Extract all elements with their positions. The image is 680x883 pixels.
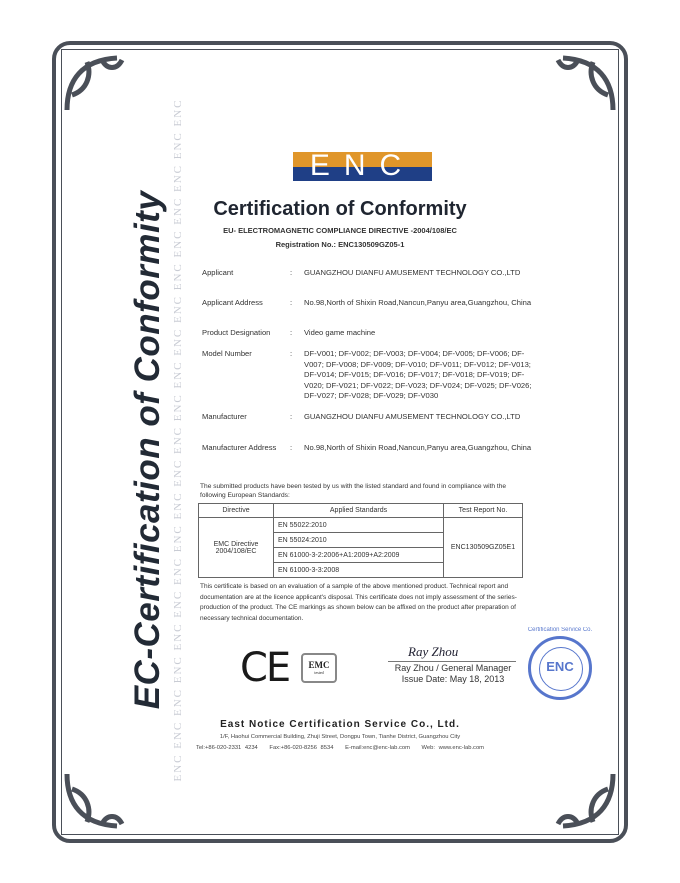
signer-name: Ray Zhou / General Manager <box>394 663 512 673</box>
page-title: Certification of Conformity <box>213 198 467 220</box>
colon: : <box>290 328 293 337</box>
field-label: Model Number <box>202 349 252 358</box>
logo-text: ENC <box>309 152 416 181</box>
signature-line <box>388 661 516 662</box>
header-test-report: Test Report No. <box>444 504 523 518</box>
field-label: Applicant Address <box>202 298 263 307</box>
field-label: Applicant <box>202 268 234 277</box>
standard-cell: EN 55024:2010 <box>274 533 444 548</box>
directive-subtitle: EU- ELECTROMAGNETIC COMPLIANCE DIRECTIVE -2004/108/EC <box>223 226 457 235</box>
corner-ornament-icon <box>548 764 618 834</box>
standards-table <box>198 503 523 578</box>
ce-mark: CE <box>240 645 290 691</box>
emc-sublabel: tested <box>314 670 324 675</box>
vertical-title: EC-Certification of Conformity <box>128 190 167 710</box>
stamp-ring-text: Certification Service Co. <box>527 627 593 633</box>
stamp-center-text: ENC <box>546 659 574 674</box>
tel: Tel:+86-020-2331 4234 <box>195 745 258 751</box>
disclaimer-note: This certificate is based on an evaluation of a sample of the above mentioned product. Technical report and documentation are at the licence applicant's disposal. This certificate does not imply assessment of the series-production of the product. The CE markings as shown below can be affixed on the product after preparation of necessary technical documentation. <box>200 583 517 622</box>
signer-block <box>383 663 523 685</box>
corner-ornament-icon <box>548 50 618 120</box>
signature: Ray Zhou <box>408 644 459 659</box>
header-applied-standards: Applied Standards <box>274 504 444 518</box>
registration-number: Registration No.: ENC130509GZ05-1 <box>275 240 405 249</box>
colon: : <box>290 412 293 421</box>
web-link[interactable]: Web: www.enc-lab.com <box>421 745 485 751</box>
field-value: No.98,North of Shixin Road,Nancun,Panyu area,Guangzhou, China <box>304 443 532 452</box>
issuer-address: 1/F, Haohui Commercial Building, Zhuji Street, Dongpu Town, Tianhe District, Guangzhou City <box>219 734 461 740</box>
issuer-company: East Notice Certification Service Co., Ltd. <box>220 719 460 730</box>
directive-cell: EMC Directive 2004/108/EC <box>199 518 274 578</box>
colon: : <box>290 443 293 452</box>
company-stamp <box>527 627 593 700</box>
intro-text: The submitted products have been tested by us with the listed standard and found in compliance with the following European Standards: <box>200 483 507 499</box>
field-value: GUANGZHOU DIANFU AMUSEMENT TECHNOLOGY CO.,LTD <box>304 412 521 421</box>
field-value: Video game machine <box>304 328 376 337</box>
table-header-row <box>199 504 523 518</box>
field-label: Manufacturer Address <box>202 443 277 452</box>
standard-cell: EN 55022:2010 <box>274 518 444 533</box>
issue-date: Issue Date: May 18, 2013 <box>401 674 505 684</box>
enc-logo <box>293 152 432 181</box>
field-value: No.98,North of Shixin Road,Nancun,Panyu area,Guangzhou, China <box>304 298 532 307</box>
report-number-cell: ENC130509GZ05E1 <box>444 518 523 578</box>
watermark: ENC ENC ENC ENC ENC ENC ENC ENC ENC ENC ENC ENC ENC ENC ENC ENC ENC ENC ENC ENC ENC <box>172 98 184 782</box>
field-value: DF-V001; DF-V002; DF-V003; DF-V004; DF-V005; DF-V006; DF-V007; DF-V008; DF-V009; DF-V010; DF-V011; DF-V012; DF-V013; DF-V014; DF-V015; DF-V016; DF-V017; DF-V018; DF-V019; DF-V020; DF-V021; DF-V022; DF-V023; DF-V024; DF-V025; DF-V026; DF-V027; DF-V028; DF-V029; DF-V030 <box>304 349 532 400</box>
emc-mark <box>301 653 337 683</box>
email-link[interactable]: E-mail:enc@enc-lab.com <box>345 745 410 751</box>
emc-label: EMC <box>308 660 330 670</box>
corner-ornament-icon <box>62 50 132 120</box>
colon: : <box>290 268 293 277</box>
field-value: GUANGZHOU DIANFU AMUSEMENT TECHNOLOGY CO.,LTD <box>304 268 521 277</box>
fax: Fax:+86-020-8256 8534 <box>269 745 334 751</box>
field-label: Manufacturer <box>202 412 247 421</box>
header-directive: Directive <box>199 504 274 518</box>
issuer-contact <box>0 745 680 751</box>
standard-cell: EN 61000-3-3:2008 <box>274 563 444 578</box>
table-row <box>199 518 523 533</box>
corner-ornament-icon <box>62 764 132 834</box>
standard-cell: EN 61000-3-2:2006+A1:2009+A2:2009 <box>274 548 444 563</box>
field-label: Product Designation <box>202 328 271 337</box>
colon: : <box>290 349 293 358</box>
colon: : <box>290 298 293 307</box>
